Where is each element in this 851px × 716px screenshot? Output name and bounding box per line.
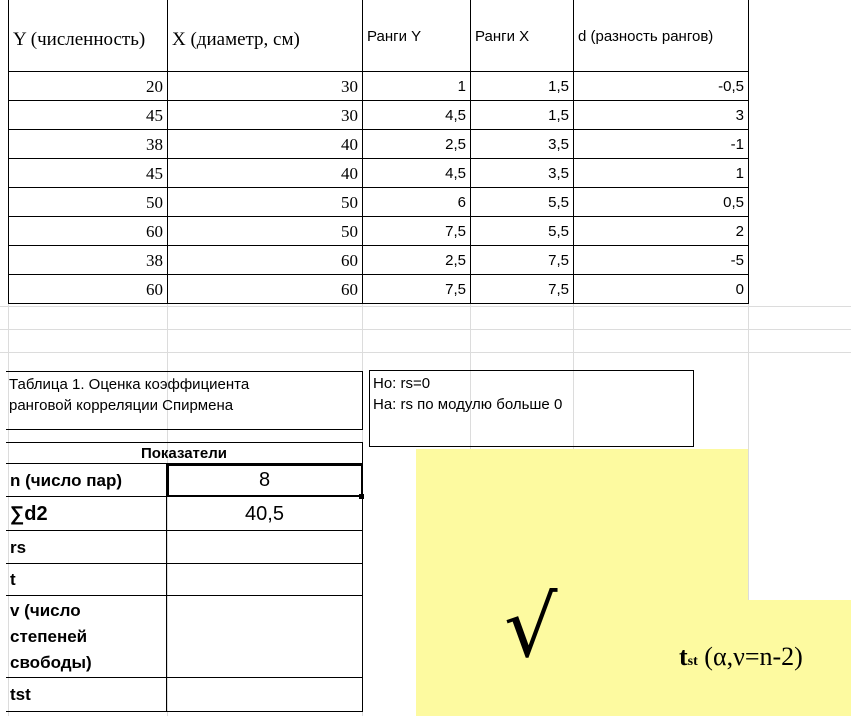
table-cell[interactable]: 1,5: [470, 100, 573, 129]
rank-y-column-header[interactable]: Ранги Y: [362, 0, 470, 71]
table-cell[interactable]: 50: [167, 187, 362, 216]
table-cell[interactable]: 50: [167, 216, 362, 245]
table-cell[interactable]: 4,5: [362, 100, 470, 129]
table-cell[interactable]: 30: [167, 100, 362, 129]
table-cell[interactable]: 7,5: [362, 274, 470, 303]
table-cell[interactable]: 5,5: [470, 216, 573, 245]
rank-x-column-header[interactable]: Ранги X: [470, 0, 573, 71]
table-cell[interactable]: 60: [8, 216, 167, 245]
table-cell[interactable]: 45: [8, 100, 167, 129]
table-cell[interactable]: 1: [362, 71, 470, 100]
table-cell[interactable]: 20: [8, 71, 167, 100]
n-value[interactable]: 8: [167, 464, 363, 497]
table-caption-box[interactable]: [6, 371, 363, 430]
t-label: t: [6, 564, 167, 596]
table-cell[interactable]: 40: [167, 158, 362, 187]
table-cell[interactable]: 0: [573, 274, 748, 303]
indicators-title: Показатели: [6, 442, 363, 464]
d-column-header[interactable]: d (разность рангов): [573, 0, 748, 71]
table-cell[interactable]: 2,5: [362, 245, 470, 274]
table-cell[interactable]: -5: [573, 245, 748, 274]
yellow-note-tst[interactable]: [628, 600, 851, 716]
table-cell[interactable]: -0,5: [573, 71, 748, 100]
table-cell[interactable]: 30: [167, 71, 362, 100]
table-cell[interactable]: 1: [573, 158, 748, 187]
tst-value[interactable]: [167, 678, 363, 712]
x-column-header[interactable]: X (диаметр, см): [167, 0, 362, 71]
square-root-sign: √: [504, 578, 558, 676]
hypotheses-box[interactable]: [369, 370, 694, 447]
table-cell[interactable]: 3,5: [470, 158, 573, 187]
table-cell[interactable]: 3,5: [470, 129, 573, 158]
table-cell[interactable]: 7,5: [470, 245, 573, 274]
tst-arguments: (α,ν=n-2): [697, 642, 803, 671]
sum-d2-value[interactable]: 40,5: [167, 497, 363, 531]
v-value[interactable]: [167, 596, 363, 678]
tst-symbol: t: [679, 642, 688, 671]
rs-label: rs: [6, 531, 167, 564]
table-cell[interactable]: 2,5: [362, 129, 470, 158]
table-caption: Таблица 1. Оценка коэффициента ранговой корреляции Спирмена: [9, 376, 250, 414]
table-cell[interactable]: 6: [362, 187, 470, 216]
n-label: n (число пар): [6, 464, 167, 497]
table-cell[interactable]: 1,5: [470, 71, 573, 100]
table-cell[interactable]: 4,5: [362, 158, 470, 187]
table-cell[interactable]: 45: [8, 158, 167, 187]
table-cell[interactable]: 40: [167, 129, 362, 158]
table-right-border: [748, 0, 749, 303]
table-cell[interactable]: 38: [8, 245, 167, 274]
table-cell[interactable]: 60: [167, 245, 362, 274]
table-cell[interactable]: 50: [8, 187, 167, 216]
y-column-header[interactable]: Y (численность): [8, 0, 167, 71]
table-cell[interactable]: 3: [573, 100, 748, 129]
table-cell[interactable]: -1: [573, 129, 748, 158]
tst-formula: [679, 642, 803, 672]
table-cell[interactable]: 2: [573, 216, 748, 245]
rs-value[interactable]: [167, 531, 363, 564]
table-bottom-border: [8, 303, 749, 304]
tst-subscript: st: [687, 654, 698, 669]
table-cell[interactable]: 7,5: [362, 216, 470, 245]
fill-handle[interactable]: [359, 494, 364, 499]
table-cell[interactable]: 38: [8, 129, 167, 158]
table-cell[interactable]: 7,5: [470, 274, 573, 303]
table-cell[interactable]: 5,5: [470, 187, 573, 216]
null-hypothesis: Ho: rs=0: [373, 375, 431, 392]
alternative-hypothesis: На: rs по модулю больше 0: [373, 396, 563, 413]
t-value[interactable]: [167, 564, 363, 596]
tst-label: tst: [6, 678, 167, 712]
table-cell[interactable]: 0,5: [573, 187, 748, 216]
sum-d2-label: ∑d2: [6, 497, 167, 531]
table-cell[interactable]: 60: [8, 274, 167, 303]
v-label: v (число степеней свободы): [6, 596, 167, 678]
table-cell[interactable]: 60: [167, 274, 362, 303]
